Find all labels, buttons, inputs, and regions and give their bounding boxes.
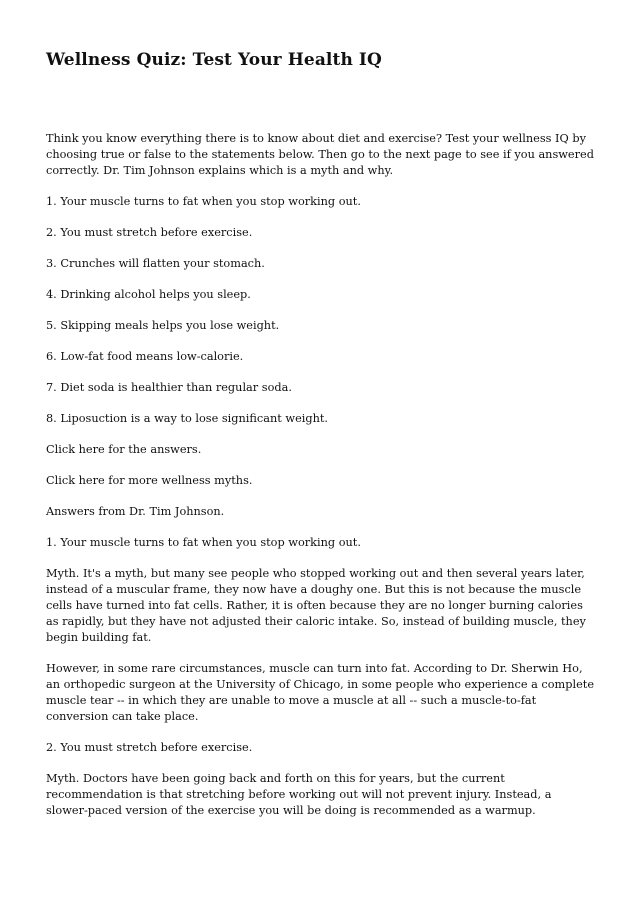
quiz-statement-7: 7. Diet soda is healthier than regular soda.	[46, 381, 292, 394]
page-title: Wellness Quiz: Test Your Health IQ	[46, 50, 382, 70]
answers-heading: Answers from Dr. Tim Johnson.	[46, 505, 225, 518]
quiz-statement-4: 4. Drinking alcohol helps you sleep.	[46, 288, 251, 301]
answer-1-paragraph-1: Myth. It's a myth, but many see people who stopped working out and then several years later, instead of a muscular frame, they now have a doughy one. But this is not because the muscle cells have turned into fat cells. Rather, it is often because they are no longer burning calories as rapidly, but they have not adjusted their caloric intake. So, instead of building muscle, they begin building fat.	[46, 567, 586, 644]
intro-paragraph: Think you know everything there is to know about diet and exercise? Test your wellness IQ by choosing true or false to the statements below. Then go to the next page to see if you answered correctly. Dr. Tim Johnson explains which is a myth and why.	[46, 132, 594, 177]
quiz-statement-1: 1. Your muscle turns to fat when you stop working out.	[46, 195, 361, 208]
answer-2-paragraph-1: Myth. Doctors have been going back and forth on this for years, but the current recommendation is that stretching before working out will not prevent injury. Instead, a slower-paced version of the exercise you will be doing is recommended as a warmup.	[46, 772, 552, 817]
quiz-statement-2: 2. You must stretch before exercise.	[46, 226, 253, 239]
quiz-statement-3: 3. Crunches will flatten your stomach.	[46, 257, 265, 270]
answer-question-2: 2. You must stretch before exercise.	[46, 741, 253, 754]
answer-1-paragraph-2: However, in some rare circumstances, muscle can turn into fat. According to Dr. Sherwin Ho, an orthopedic surgeon at the University of Chicago, in some people who experience a complete muscle tear -- in which they are unable to move a muscle at all -- such a muscle-to-fat conversion can take place.	[46, 662, 595, 723]
answer-question-1: 1. Your muscle turns to fat when you stop working out.	[46, 536, 361, 549]
quiz-statement-6: 6. Low-fat food means low-calorie.	[46, 350, 244, 363]
more-myths-link[interactable]: Click here for more wellness myths.	[46, 474, 253, 487]
answers-link[interactable]: Click here for the answers.	[46, 443, 202, 456]
quiz-statement-8: 8. Liposuction is a way to lose significant weight.	[46, 412, 329, 425]
article-body	[46, 131, 594, 834]
quiz-statement-5: 5. Skipping meals helps you lose weight.	[46, 319, 280, 332]
